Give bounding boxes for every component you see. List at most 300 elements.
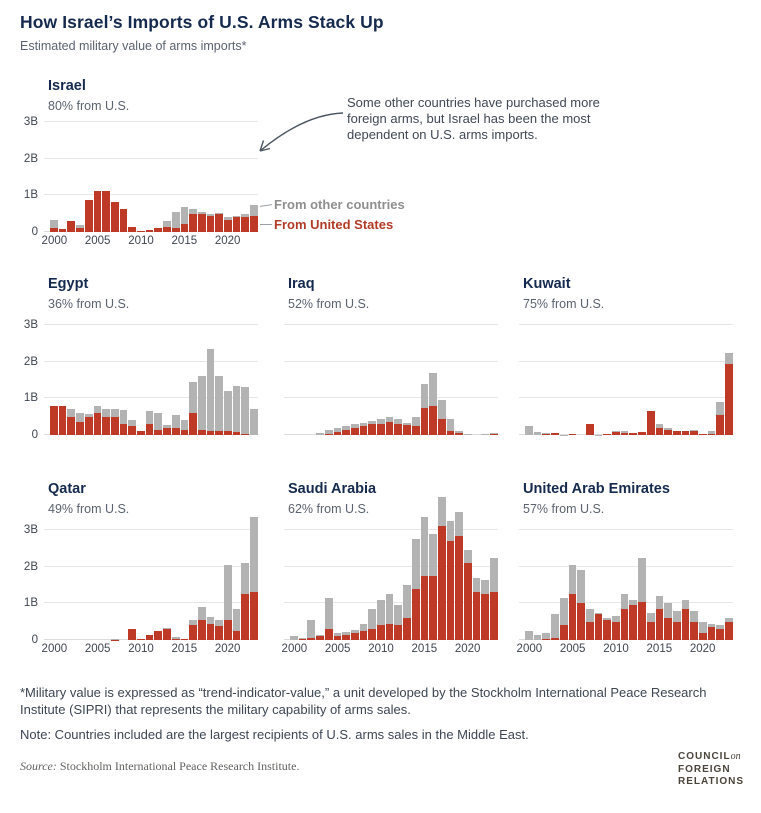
chart-subtitle-qatar: 49% from U.S. xyxy=(48,502,130,516)
bar-kuwait-2005 xyxy=(569,434,577,435)
bar-segment-us xyxy=(137,431,145,435)
bar-egypt-2015 xyxy=(181,420,189,435)
plot-iraq xyxy=(284,325,498,435)
bar-israel-2007 xyxy=(111,202,119,232)
bar-kuwait-2020 xyxy=(699,434,707,435)
bar-kuwait-2023 xyxy=(725,353,733,436)
bar-egypt-2009 xyxy=(128,420,136,435)
bar-kuwait-2021 xyxy=(708,431,716,435)
bar-segment-us xyxy=(59,406,67,435)
bar-segment-other xyxy=(656,596,664,609)
chart-subtitle-kuwait: 75% from U.S. xyxy=(523,297,605,311)
bar-segment-us xyxy=(664,430,672,436)
y-tick-label: 0 xyxy=(31,634,38,646)
bar-segment-us xyxy=(181,639,189,640)
bar-kuwait-2016 xyxy=(664,428,672,435)
bar-segment-other xyxy=(438,400,446,418)
x-tick-label: 2015 xyxy=(411,643,438,655)
bar-israel-2023 xyxy=(250,205,258,232)
bar-segment-us xyxy=(241,434,249,435)
bar-uae-2017 xyxy=(673,611,681,640)
bar-segment-us xyxy=(438,526,446,640)
bar-saudi-arabia-2021 xyxy=(473,578,481,640)
bar-segment-other xyxy=(233,386,241,433)
bar-saudi-arabia-2015 xyxy=(421,517,429,640)
bar-uae-2021 xyxy=(708,624,716,640)
bar-kuwait-2010 xyxy=(612,431,620,435)
bar-segment-us xyxy=(612,622,620,640)
bar-segment-us xyxy=(360,631,368,640)
bars-uae xyxy=(525,530,733,640)
logo-council: COUNCIL xyxy=(678,751,731,762)
bar-egypt-2001 xyxy=(59,406,67,435)
bar-segment-us xyxy=(233,432,241,435)
bar-segment-us xyxy=(207,431,215,435)
bar-segment-other xyxy=(421,384,429,408)
bar-iraq-2010 xyxy=(377,419,385,436)
bar-qatar-2012 xyxy=(154,631,162,640)
bars-israel xyxy=(50,122,258,232)
bar-israel-2012 xyxy=(154,228,162,232)
bar-israel-2014 xyxy=(172,212,180,232)
bar-segment-other xyxy=(307,620,315,638)
bar-israel-2000 xyxy=(50,220,58,232)
bar-segment-us xyxy=(551,433,559,435)
bar-segment-us xyxy=(577,603,585,640)
y-tick-label: 3B xyxy=(23,524,38,536)
bar-segment-us xyxy=(438,419,446,436)
page-title: How Israel’s Imports of U.S. Arms Stack Up xyxy=(20,12,384,32)
bar-segment-us xyxy=(603,434,611,435)
bar-segment-us xyxy=(94,191,102,232)
bar-segment-other xyxy=(67,409,75,417)
bar-segment-other xyxy=(699,622,707,633)
bar-segment-other xyxy=(464,434,472,435)
bar-segment-us xyxy=(464,563,472,640)
bar-egypt-2018 xyxy=(207,349,215,435)
y-tick-label: 2B xyxy=(23,355,38,368)
bar-segment-other xyxy=(403,585,411,618)
bar-segment-us xyxy=(682,609,690,640)
bar-segment-other xyxy=(455,512,463,536)
bar-segment-us xyxy=(629,433,637,435)
bar-segment-us xyxy=(673,622,681,640)
bar-segment-us xyxy=(377,625,385,640)
bar-segment-us xyxy=(189,214,197,232)
bar-uae-2015 xyxy=(656,596,664,640)
x-tick-label: 2000 xyxy=(516,643,543,655)
logo-on: on xyxy=(730,751,741,762)
bar-segment-other xyxy=(464,550,472,563)
bar-segment-other xyxy=(360,624,368,631)
bar-segment-other xyxy=(569,565,577,594)
bar-segment-us xyxy=(725,364,733,436)
bar-qatar-2013 xyxy=(163,628,171,640)
bar-segment-us xyxy=(224,431,232,435)
bar-saudi-arabia-2019 xyxy=(455,512,463,640)
chart-kuwait xyxy=(485,276,735,435)
bar-segment-us xyxy=(429,406,437,435)
bar-segment-other xyxy=(473,578,481,593)
bar-segment-other xyxy=(551,614,559,638)
annotation-text: Some other countries have purchased more foreign arms, but Israel has been the most dependent on U.S. arms imports. xyxy=(347,95,600,142)
bar-uae-2010 xyxy=(612,616,620,640)
y-tick-label: 1B xyxy=(23,392,38,405)
bar-iraq-2018 xyxy=(447,419,455,435)
y-tick-label: 0 xyxy=(31,226,38,238)
bar-segment-other xyxy=(447,419,455,432)
bar-segment-us xyxy=(67,417,75,435)
bar-segment-us xyxy=(198,214,206,232)
chart-title-kuwait: Kuwait xyxy=(523,276,571,292)
bar-saudi-arabia-2008 xyxy=(360,624,368,640)
bar-kuwait-2017 xyxy=(673,431,681,435)
bar-iraq-2020 xyxy=(464,434,472,435)
bar-uae-2023 xyxy=(725,618,733,640)
bar-segment-us xyxy=(67,221,75,232)
bar-segment-us xyxy=(386,422,394,435)
bar-iraq-2014 xyxy=(412,417,420,435)
x-tick-label: 2020 xyxy=(689,643,716,655)
x-tick-label: 2005 xyxy=(559,643,586,655)
bar-egypt-2016 xyxy=(189,382,197,435)
bar-segment-us xyxy=(137,639,145,640)
bar-segment-us xyxy=(708,434,716,435)
bars-qatar xyxy=(50,530,258,640)
bar-iraq-2016 xyxy=(429,373,437,435)
x-tick-label: 2005 xyxy=(84,643,111,655)
bar-segment-other xyxy=(76,413,84,422)
bar-israel-2004 xyxy=(85,200,93,232)
bar-uae-2016 xyxy=(664,603,672,640)
bar-segment-us xyxy=(542,434,550,435)
bar-segment-us xyxy=(172,428,180,435)
bar-israel-2019 xyxy=(215,213,223,232)
bar-segment-us xyxy=(198,620,206,640)
bar-segment-other xyxy=(325,598,333,629)
bar-saudi-arabia-2004 xyxy=(325,598,333,640)
bar-segment-other xyxy=(673,611,681,622)
bar-segment-us xyxy=(85,200,93,232)
bars-egypt xyxy=(50,325,258,435)
bar-segment-us xyxy=(394,424,402,435)
bar-segment-us xyxy=(215,626,223,640)
bar-israel-2006 xyxy=(102,191,110,232)
bar-iraq-2006 xyxy=(342,426,350,435)
bar-egypt-2008 xyxy=(120,410,128,435)
bar-uae-2011 xyxy=(621,594,629,640)
bar-qatar-2015 xyxy=(181,639,189,640)
legend-connector-other xyxy=(260,204,272,207)
bar-saudi-arabia-2002 xyxy=(307,620,315,640)
bar-segment-us xyxy=(250,216,258,233)
chart-israel xyxy=(10,78,260,247)
bar-segment-other xyxy=(241,387,249,434)
bar-kuwait-2001 xyxy=(534,432,542,435)
bar-segment-us xyxy=(394,625,402,640)
bar-segment-other xyxy=(421,517,429,576)
bar-egypt-2000 xyxy=(50,406,58,435)
bar-segment-us xyxy=(181,430,189,436)
bar-kuwait-2000 xyxy=(525,426,533,435)
bar-segment-us xyxy=(716,629,724,640)
bar-israel-2017 xyxy=(198,212,206,232)
chart-qatar xyxy=(10,481,260,655)
bar-segment-us xyxy=(102,417,110,435)
y-tick-label: 2B xyxy=(23,560,38,573)
bar-saudi-arabia-2013 xyxy=(403,585,411,640)
bar-segment-us xyxy=(455,433,463,435)
chart-subtitle-egypt: 36% from U.S. xyxy=(48,297,130,311)
bar-segment-us xyxy=(50,228,58,232)
bar-segment-us xyxy=(172,228,180,232)
bar-segment-us xyxy=(421,576,429,640)
bar-uae-2009 xyxy=(603,618,611,640)
bar-segment-other xyxy=(102,409,110,417)
bar-segment-other xyxy=(233,609,241,631)
bar-segment-us xyxy=(342,430,350,436)
bar-segment-us xyxy=(146,230,154,232)
source-line xyxy=(20,759,299,774)
bar-segment-us xyxy=(716,415,724,435)
bar-segment-other xyxy=(525,426,533,435)
footnote-note: Note: Countries included are the largest recipients of U.S. arms sales in the Middle East. xyxy=(20,727,529,742)
bar-qatar-2017 xyxy=(198,607,206,640)
chart-subtitle-uae: 57% from U.S. xyxy=(523,502,605,516)
bar-segment-us xyxy=(708,627,716,640)
chart-title-egypt: Egypt xyxy=(48,276,89,292)
bar-segment-us xyxy=(664,618,672,640)
bar-segment-us xyxy=(334,432,342,435)
bar-segment-us xyxy=(120,209,128,232)
bar-segment-other xyxy=(181,207,189,224)
bar-segment-us xyxy=(447,431,455,435)
bar-segment-us xyxy=(120,424,128,435)
bar-israel-2020 xyxy=(224,217,232,232)
bar-uae-2013 xyxy=(638,558,646,641)
bar-segment-us xyxy=(403,618,411,640)
bar-segment-other xyxy=(542,633,550,640)
bar-qatar-2011 xyxy=(146,635,154,641)
bar-segment-us xyxy=(638,602,646,641)
bar-kuwait-2015 xyxy=(656,424,664,435)
bar-segment-other xyxy=(224,565,232,620)
x-tick-label: 2010 xyxy=(128,235,154,247)
y-tick-label: 3B xyxy=(23,116,38,128)
bar-segment-other xyxy=(215,376,223,431)
bar-uae-2014 xyxy=(647,613,655,640)
bar-segment-us xyxy=(621,433,629,435)
bar-segment-other xyxy=(111,409,119,416)
bar-segment-us xyxy=(181,224,189,232)
bar-saudi-arabia-2007 xyxy=(351,630,359,640)
x-tick-label: 2010 xyxy=(603,643,629,655)
legend-label-us: From United States xyxy=(274,217,394,232)
bar-saudi-arabia-2003 xyxy=(316,635,324,640)
bar-uae-2000 xyxy=(525,631,533,640)
bar-segment-other xyxy=(638,558,646,602)
chart-title-iraq: Iraq xyxy=(288,276,315,292)
bar-uae-2012 xyxy=(629,600,637,640)
bar-segment-other xyxy=(94,406,102,413)
bar-segment-us xyxy=(154,430,162,436)
bar-segment-us xyxy=(569,434,577,435)
bar-segment-us xyxy=(189,413,197,435)
y-tick-label: 3B xyxy=(23,319,38,331)
bar-segment-other xyxy=(198,376,206,429)
bar-segment-other xyxy=(534,635,542,641)
bar-iraq-2019 xyxy=(455,431,463,435)
bar-segment-us xyxy=(377,424,385,435)
bar-segment-us xyxy=(621,609,629,640)
bar-egypt-2007 xyxy=(111,409,119,435)
bar-segment-other xyxy=(154,413,162,430)
bar-segment-other xyxy=(664,603,672,618)
bar-segment-other xyxy=(577,570,585,603)
bar-segment-other xyxy=(172,415,180,428)
bar-segment-other xyxy=(586,609,594,622)
bar-qatar-2016 xyxy=(189,620,197,640)
bar-qatar-2007 xyxy=(111,639,119,640)
bar-segment-us xyxy=(189,625,197,640)
x-tick-label: 2020 xyxy=(214,643,241,655)
bar-qatar-2009 xyxy=(128,629,136,640)
bar-segment-us xyxy=(85,417,93,435)
bar-israel-2013 xyxy=(163,221,171,232)
bar-kuwait-2012 xyxy=(629,433,637,435)
bar-segment-us xyxy=(412,589,420,640)
plot-saudi-arabia xyxy=(281,530,498,655)
bar-segment-us xyxy=(163,227,171,232)
bar-egypt-2012 xyxy=(154,413,162,435)
x-tick-label: 2010 xyxy=(128,643,154,655)
source-label: Source: xyxy=(20,759,57,773)
plot-kuwait xyxy=(519,325,733,435)
bar-uae-2003 xyxy=(551,614,559,640)
bar-saudi-arabia-2016 xyxy=(429,534,437,640)
bar-segment-us xyxy=(76,422,84,435)
bar-egypt-2017 xyxy=(198,376,206,435)
bar-segment-us xyxy=(725,622,733,640)
source-text: Stockholm International Peace Research Institute. xyxy=(59,759,300,773)
cfr-logo xyxy=(678,751,744,789)
logo-foreign: FOREIGN xyxy=(678,763,731,775)
bar-segment-us xyxy=(299,639,307,640)
bar-segment-other xyxy=(647,613,655,622)
bar-segment-other xyxy=(198,607,206,620)
bar-israel-2002 xyxy=(67,221,75,232)
bar-segment-us xyxy=(154,228,162,232)
bar-uae-2020 xyxy=(699,622,707,640)
bar-segment-other xyxy=(386,594,394,623)
x-tick-label: 2000 xyxy=(281,643,308,655)
bar-segment-us xyxy=(111,417,119,435)
bar-segment-us xyxy=(638,432,646,435)
logo-relations: RELATIONS xyxy=(678,776,745,787)
bar-segment-other xyxy=(316,433,324,435)
x-tick-label: 2015 xyxy=(646,643,673,655)
bar-saudi-arabia-2012 xyxy=(394,605,402,640)
chart-subtitle-israel: 80% from U.S. xyxy=(48,99,130,113)
bar-segment-other xyxy=(429,534,437,576)
bar-israel-2011 xyxy=(146,230,154,232)
bar-segment-us xyxy=(215,214,223,232)
bar-saudi-arabia-2001 xyxy=(299,638,307,640)
bar-segment-us xyxy=(233,631,241,640)
plot-israel xyxy=(23,116,258,247)
bar-segment-us xyxy=(50,406,58,435)
y-tick-label: 2B xyxy=(23,152,38,165)
bar-segment-us xyxy=(403,425,411,435)
bar-segment-us xyxy=(334,636,342,640)
bar-egypt-2013 xyxy=(163,425,171,435)
bar-saudi-arabia-2010 xyxy=(377,600,385,640)
bar-segment-other xyxy=(438,497,446,526)
bar-segment-other xyxy=(207,349,215,432)
bar-segment-other xyxy=(534,432,542,435)
bar-segment-us xyxy=(128,426,136,435)
bar-egypt-2002 xyxy=(67,409,75,435)
bar-segment-us xyxy=(673,431,681,435)
bar-segment-other xyxy=(560,598,568,626)
bar-egypt-2004 xyxy=(85,414,93,435)
bar-segment-us xyxy=(146,635,154,641)
bar-kuwait-2002 xyxy=(542,433,550,435)
bar-saudi-arabia-2020 xyxy=(464,550,472,640)
bar-segment-us xyxy=(215,431,223,435)
bar-segment-other xyxy=(368,609,376,629)
bar-saudi-arabia-2018 xyxy=(447,521,455,640)
bar-iraq-2007 xyxy=(351,424,359,435)
bar-uae-2018 xyxy=(682,600,690,640)
bar-qatar-2020 xyxy=(224,565,232,640)
chart-title-saudi-arabia: Saudi Arabia xyxy=(288,481,377,497)
bar-israel-2001 xyxy=(59,229,67,232)
bar-segment-us xyxy=(368,629,376,640)
bar-kuwait-2019 xyxy=(690,430,698,435)
bar-egypt-2011 xyxy=(146,411,154,435)
bar-uae-2008 xyxy=(595,613,603,640)
bar-segment-other xyxy=(525,631,533,640)
bar-segment-us xyxy=(76,228,84,232)
bar-egypt-2014 xyxy=(172,415,180,435)
bar-iraq-2012 xyxy=(394,419,402,436)
bar-segment-us xyxy=(360,426,368,435)
y-tick-label: 1B xyxy=(23,597,38,610)
bar-segment-us xyxy=(542,639,550,640)
bar-egypt-2019 xyxy=(215,376,223,435)
bar-segment-us xyxy=(207,216,215,233)
x-tick-label: 2015 xyxy=(171,235,198,247)
bar-segment-us xyxy=(241,217,249,232)
bar-israel-2008 xyxy=(120,209,128,232)
bar-segment-us xyxy=(325,629,333,640)
bar-segment-other xyxy=(412,539,420,589)
bar-israel-2018 xyxy=(207,214,215,232)
bar-israel-2009 xyxy=(128,227,136,233)
bar-qatar-2018 xyxy=(207,617,215,640)
bar-segment-us xyxy=(94,413,102,435)
bar-egypt-2005 xyxy=(94,406,102,435)
bar-israel-2022 xyxy=(241,214,249,232)
bar-segment-us xyxy=(421,408,429,436)
bar-segment-us xyxy=(154,631,162,640)
chart-subtitle-iraq: 52% from U.S. xyxy=(288,297,370,311)
bar-segment-other xyxy=(290,636,298,640)
bar-segment-us xyxy=(59,229,67,232)
bar-segment-us xyxy=(163,629,171,640)
bar-israel-2003 xyxy=(76,225,84,232)
